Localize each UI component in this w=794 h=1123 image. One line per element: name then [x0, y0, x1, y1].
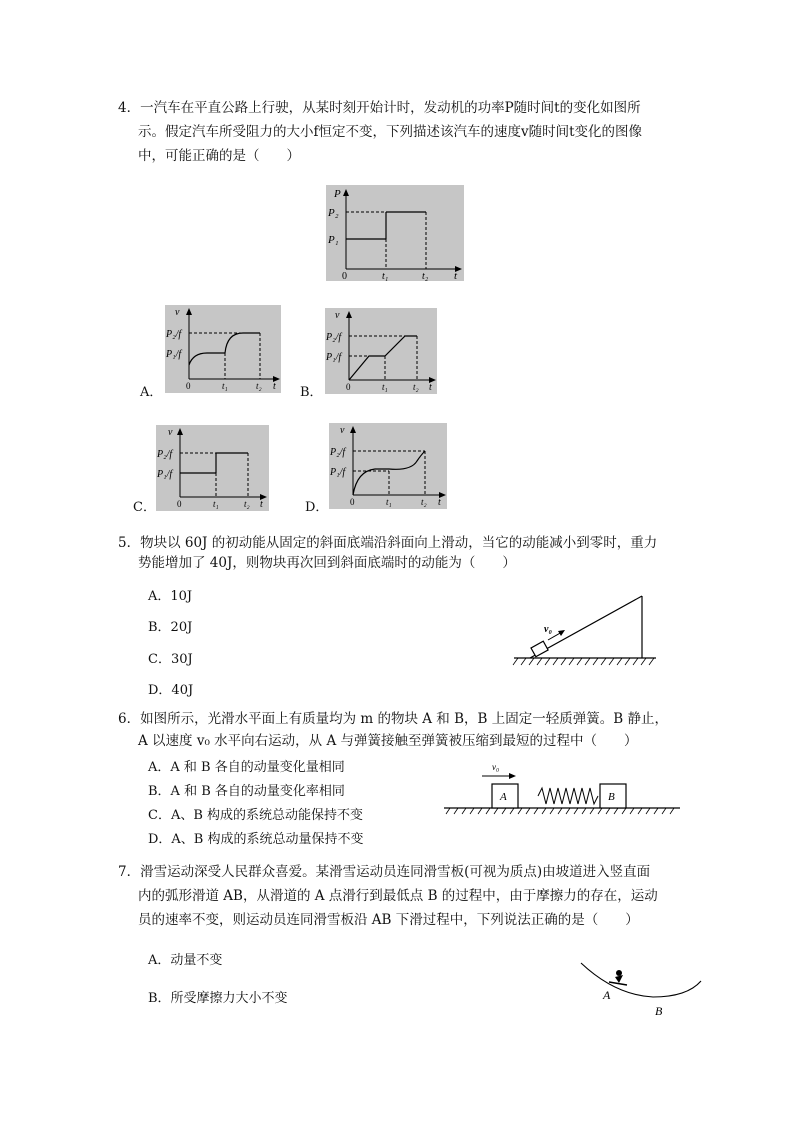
q7-option-b[interactable]: B．所受摩擦力大小不变: [148, 991, 288, 1006]
q6-spring-figure: [440, 758, 682, 816]
q5-line-1: 5．物块以 60J 的初动能从固定的斜面底端沿斜面向上滑动，当它的动能减小到零时，重力: [118, 535, 658, 551]
q4-a-x-tick: t₁: [222, 381, 228, 391]
q6-block-a-label: A: [500, 791, 507, 803]
q4-d-y-tick: P₁/f: [330, 467, 346, 478]
q4-main-x-tick: t₂: [422, 271, 429, 281]
q6-velocity-label: v₀: [492, 762, 500, 772]
q4-main-y-tick: P₂: [328, 207, 339, 219]
q4-power-graph: [326, 185, 464, 281]
q4-d-y-axis-label: v: [340, 425, 345, 436]
q4-option-d-graph[interactable]: [329, 423, 447, 509]
q4-main-x-tick: 0: [342, 271, 347, 281]
q4-c-x-tick: t₂: [244, 499, 250, 509]
q4-a-y-tick: P₂/f: [166, 329, 182, 340]
q4-c-y-tick: P₂/f: [157, 449, 173, 460]
q7-line-1: 7．滑雪运动深受人民群众喜爱。某滑雪运动员连同滑雪板(可视为质点)由坡道进入竖直面: [118, 864, 651, 880]
q4-c-x-tick: 0: [177, 499, 182, 509]
q4-d-x-tick: t₂: [421, 497, 427, 507]
q4-b-x-tick: 0: [346, 382, 351, 392]
q4-c-x-tick: t₁: [213, 499, 219, 509]
q4-b-y-axis-label: v: [335, 310, 340, 321]
q6-option-c[interactable]: C．A、B 构成的系统总动能保持不变: [148, 808, 364, 823]
q4-a-x-axis-label: t: [273, 381, 276, 392]
q4-option-b-graph[interactable]: [325, 308, 437, 394]
q4-option-c-letter[interactable]: C．: [133, 500, 156, 515]
q4-line-1: 4．一汽车在平直公路上行驶，从某时刻开始计时，发动机的功率P随时间t的变化如图所: [118, 100, 641, 116]
q7-line-3: 员的速率不变，则运动员连同滑雪板沿 AB 下滑过程中，下列说法正确的是（ ）: [138, 912, 639, 928]
q4-d-x-tick: 0: [350, 497, 355, 507]
q4-a-y-axis-label: v: [175, 307, 180, 318]
q4-c-y-tick: P₁/f: [157, 469, 173, 480]
q5-option-b[interactable]: B．20J: [148, 620, 193, 635]
q7-option-a[interactable]: A．动量不变: [148, 953, 223, 968]
q5-velocity-label: v₀: [544, 624, 552, 635]
q7-point-b: B: [655, 1004, 663, 1018]
q5-option-c[interactable]: C．30J: [148, 652, 193, 667]
q4-line-2: 示。假定汽车所受阻力的大小f恒定不变，下列描述该汽车的速度v随时间t变化的图像: [138, 124, 643, 140]
q6-line-2: A 以速度 v₀ 水平向右运动，从 A 与弹簧接触至弹簧被压缩到最短的过程中（ ）: [138, 733, 638, 749]
q4-a-x-tick: t₂: [256, 381, 262, 391]
q4-d-y-tick: P₂/f: [330, 447, 346, 458]
q7-line-2: 内的弧形滑道 AB，从滑道的 A 点滑行到最低点 B 的过程中，由于摩擦力的存在，运动: [138, 888, 658, 904]
q4-option-b-letter[interactable]: B．: [300, 385, 323, 400]
q4-b-y-tick: P₁/f: [326, 352, 342, 363]
q5-option-d[interactable]: D．40J: [148, 683, 194, 698]
q4-main-y-tick: P₁: [328, 234, 339, 246]
q4-b-y-tick: P₂/f: [326, 332, 342, 343]
q5-incline-figure: [510, 590, 660, 668]
q4-option-a-graph[interactable]: [165, 305, 281, 393]
q4-b-x-tick: t₁: [382, 382, 388, 392]
q4-option-a-letter[interactable]: A．: [140, 385, 163, 400]
q4-d-x-axis-label: t: [438, 497, 441, 508]
q4-b-x-axis-label: t: [429, 382, 432, 393]
q6-block-b-label: B: [608, 791, 615, 803]
q6-option-d[interactable]: D．A、B 构成的系统总动量保持不变: [148, 832, 364, 847]
q7-point-a: A: [603, 988, 611, 1002]
q5-line-2: 势能增加了 40J，则物块再次回到斜面底端时的动能为（ ）: [138, 555, 516, 571]
q7-slide-figure: [575, 955, 705, 1021]
q4-main-x-axis-label: t: [454, 270, 458, 281]
q4-line-3: 中，可能正确的是（ ）: [138, 148, 300, 164]
q4-b-x-tick: t₂: [413, 382, 419, 392]
q4-main-x-tick: t₁: [382, 271, 389, 281]
q4-main-y-axis-label: P: [334, 188, 341, 200]
q6-option-a[interactable]: A．A 和 B 各自的动量变化量相同: [148, 760, 345, 775]
q4-a-y-tick: P₁/f: [166, 349, 182, 360]
q5-option-a[interactable]: A．10J: [148, 589, 193, 604]
q4-c-y-axis-label: v: [168, 427, 173, 438]
q4-d-x-tick: t₁: [386, 497, 392, 507]
q6-option-b[interactable]: B．A 和 B 各自的动量变化率相同: [148, 784, 345, 799]
q4-option-c-graph[interactable]: [156, 425, 269, 511]
q4-c-x-axis-label: t: [260, 499, 263, 510]
q4-option-d-letter[interactable]: D．: [305, 500, 329, 515]
q6-line-1: 6．如图所示，光滑水平面上有质量均为 m 的物块 A 和 B，B 上固定一轻质弹簧。B 静止，: [118, 711, 668, 727]
q4-a-x-tick: 0: [186, 381, 191, 391]
